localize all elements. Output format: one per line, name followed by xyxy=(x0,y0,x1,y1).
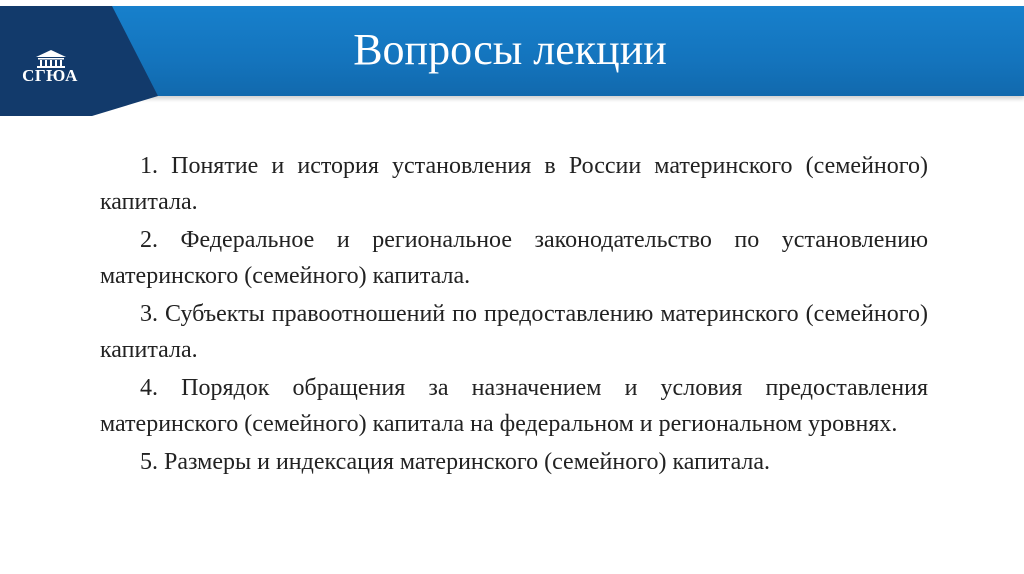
lecture-question-3: 3. Субъекты правоотношений по предоставлению материнского (семейного) капитала. xyxy=(100,301,928,363)
lecture-question-2: 2. Федеральное и региональное законодательство по установлению материнского (семейного) капитала. xyxy=(100,227,928,289)
logo-text: СГЮА xyxy=(22,66,78,85)
page-title: Вопросы лекции xyxy=(353,25,667,74)
lecture-question-5: 5. Размеры и индексация материнского (семейного) капитала. xyxy=(140,449,771,475)
logo-panel-shape xyxy=(0,6,160,116)
lecture-question-1: 1. Понятие и история установления в России материнского (семейного) капитала. xyxy=(100,153,928,215)
logo-panel xyxy=(0,6,160,116)
lecture-question-4: 4. Порядок обращения за назначением и условия предоставления материнского (семейного) капитала на федеральном и региональном уровнях. xyxy=(100,375,928,437)
lecture-questions xyxy=(100,148,928,482)
